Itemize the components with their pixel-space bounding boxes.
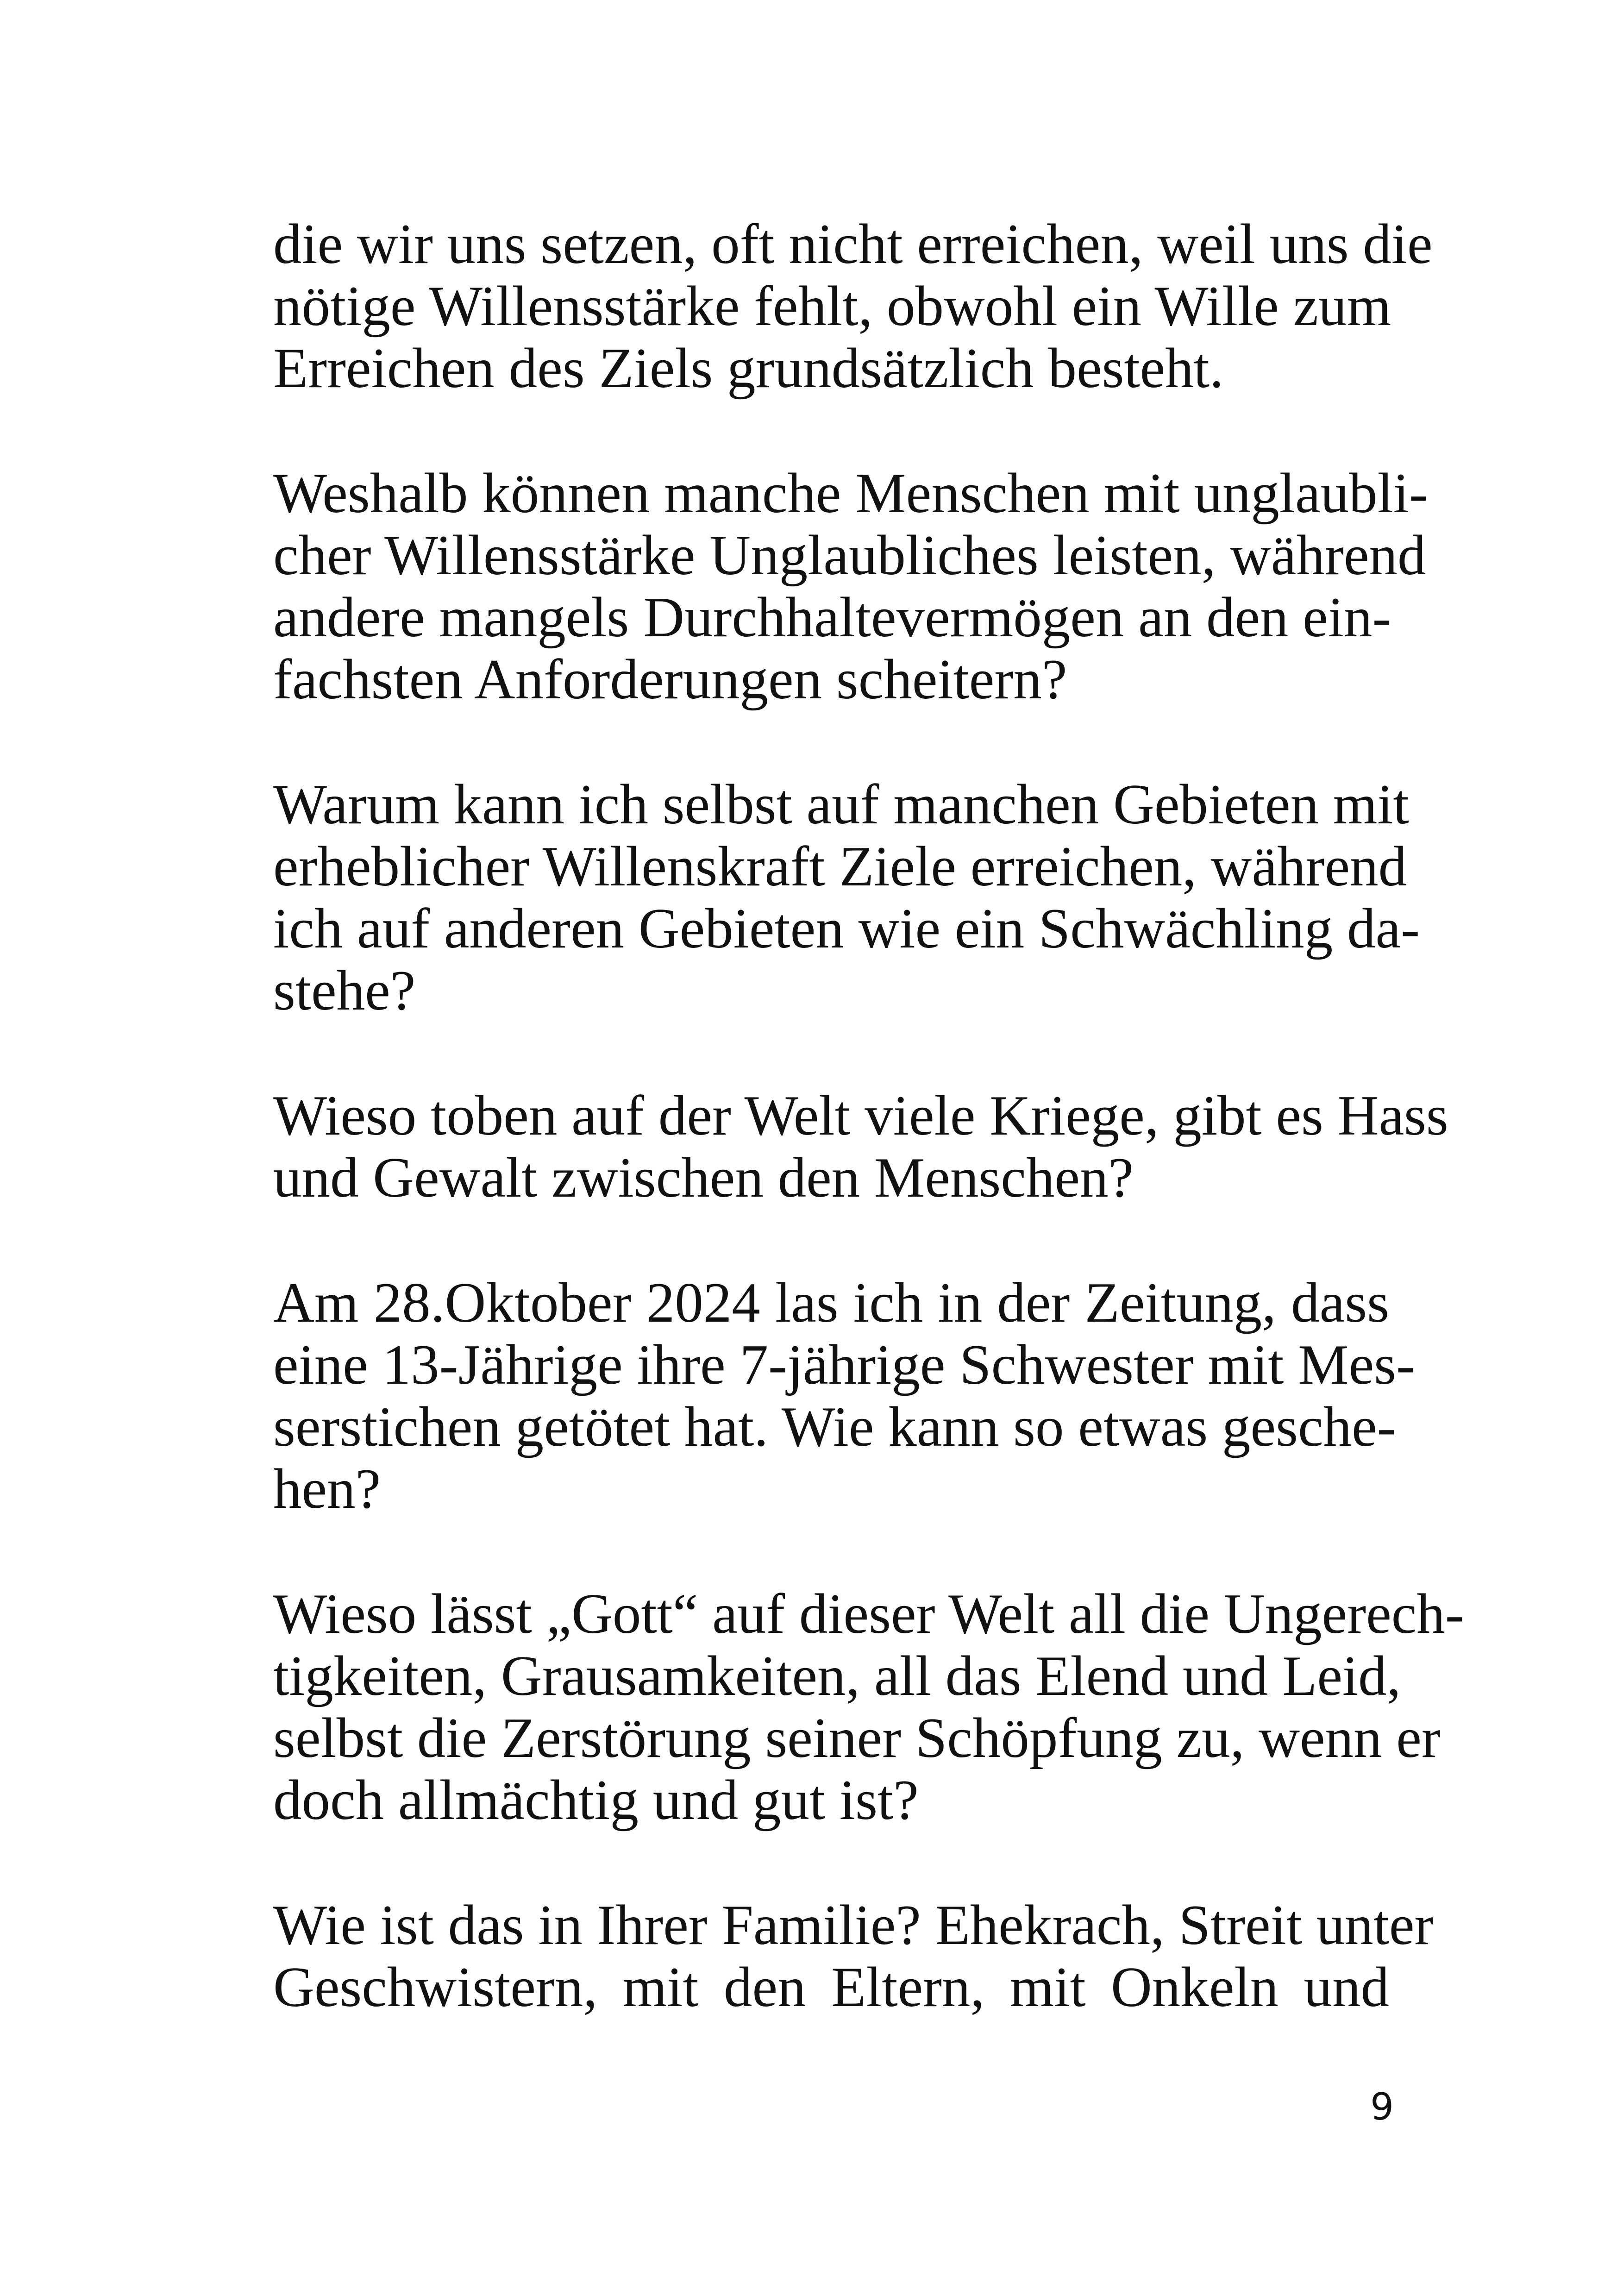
text-line: stehe? [273,959,416,1022]
text-line: erheblicher Willenskraft Ziele erreichen, während [273,834,1407,898]
text-line: ich auf anderen Gebieten wie ein Schwächling da- [273,897,1420,960]
text-line: doch allmächtig und gut ist? [273,1768,919,1832]
text-line: serstichen getötet hat. Wie kann so etwas gesche- [273,1395,1396,1458]
text-line: tigkeiten, Grausamkeiten, all das Elend und Leid, [273,1644,1401,1707]
text-line: nötige Willensstärke fehlt, obwohl ein Wille zum [273,274,1391,338]
text-line: Geschwistern, mit den Eltern, mit Onkeln und [273,1955,1389,2019]
page-number: 9 [1370,2085,1394,2128]
paragraph [273,1893,1434,2019]
text-line: Am 28.Oktober 2024 las ich in der Zeitung, dass [273,1271,1389,1334]
text-line: und Gewalt zwischen den Menschen? [273,1146,1134,1209]
paragraph [273,1582,1464,1832]
text-line: hen? [273,1457,381,1520]
body-text [273,212,1464,2081]
text-line: Erreichen des Ziels grundsätzlich besteht. [273,336,1224,400]
text-line: Wieso toben auf der Welt viele Kriege, gibt es Hass [273,1084,1448,1147]
paragraph [273,1084,1448,1209]
text-line: eine 13-Jährige ihre 7-jährige Schwester mit Mes- [273,1333,1416,1396]
text-line: die wir uns setzen, oft nicht erreichen, weil uns die [273,212,1433,276]
text-line: cher Willensstärke Unglaubliches leisten, während [273,523,1426,587]
text-line: Wie ist das in Ihrer Familie? Ehekrach, Streit unter [273,1893,1434,1957]
text-line: Warum kann ich selbst auf manchen Gebieten mit [273,772,1409,836]
paragraph [273,1271,1416,1520]
paragraph [273,461,1428,711]
paragraph [273,212,1433,400]
text-line: andere mangels Durchhaltevermögen an den ein- [273,585,1391,649]
text-line: Weshalb können manche Menschen mit unglaubli- [273,461,1428,525]
text-line: Wieso lässt „Gott“ auf dieser Welt all die Ungerech- [273,1582,1464,1645]
text-line: selbst die Zerstörung seiner Schöpfung zu, wenn er [273,1706,1441,1769]
paragraph [273,772,1420,1022]
text-line: fachsten Anforderungen scheitern? [273,647,1067,711]
